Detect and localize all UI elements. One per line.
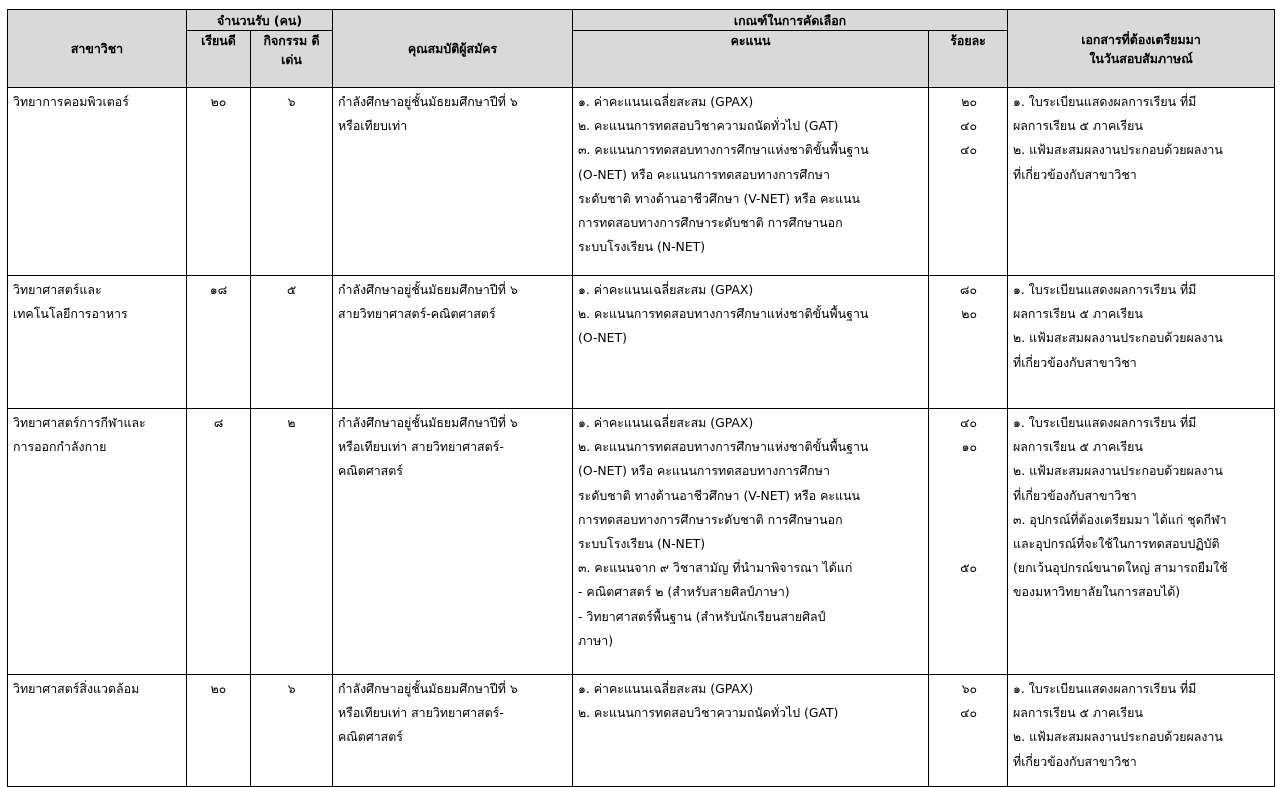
qualification-cell-line: หรือเทียบเท่า สายวิทยาศาสตร์- [338,439,504,455]
major-cell-line: วิทยาศาสตร์และ [13,282,102,297]
score-criteria-cell-line: ระบบโรงเรียน (N-NET) [578,536,706,552]
admission-criteria-table [7,9,1275,787]
score-criteria-cell-line: ๑. ค่าคะแนนเฉลี่ยสะสม (GPAX) [578,282,754,297]
qualification-cell-line: กำลังศึกษาอยู่ชั้นมัธยมศึกษาปีที่ ๖ [338,681,518,696]
score-criteria-cell-line: (O-NET) [578,330,627,346]
good-grades-cell: ๘ [187,409,251,675]
activity-cell: ๒ [251,409,333,675]
documents-cell-line: ที่เกี่ยวข้องกับสาขาวิชา [1013,354,1137,370]
score-criteria-cell-line: ๑. ค่าคะแนนเฉลี่ยสะสม (GPAX) [578,415,754,430]
score-criteria-cell-line: ๒. คะแนนการทดสอบทางการศึกษาแห่งชาติขั้นพื้นฐาน [578,306,869,322]
documents-cell [1008,276,1275,409]
major-cell [8,409,187,675]
percent-cell-line: ๔๐ [960,118,978,134]
percent-cell [929,675,1008,787]
major-cell-line: เทคโนโลยีการอาหาร [13,306,128,322]
activity-cell: ๖ [251,88,333,276]
table-header [8,10,1275,88]
percent-cell-line [934,163,977,187]
documents-cell-line: ๑. ใบระเบียนแสดงผลการเรียน ที่มี [1013,415,1197,430]
documents-cell-line: ๑. ใบระเบียนแสดงผลการเรียน ที่มี [1013,94,1197,109]
score-criteria-cell [573,675,929,787]
header-documents-line1: เอกสารที่ต้องเตรียมมา [1081,31,1201,47]
score-criteria-cell-line: การทดสอบทางการศึกษาระดับชาติ การศึกษานอก [578,215,843,231]
percent-cell-line [934,508,977,532]
score-criteria-cell-line: ๓. คะแนนการทดสอบทางการศึกษาแห่งชาติขั้นพื้นฐาน [578,142,869,158]
header-score: คะแนน [573,31,929,88]
score-criteria-cell-line: ระบบโรงเรียน (N-NET) [578,239,706,255]
percent-cell [929,409,1008,675]
documents-cell-line: ผลการเรียน ๕ ภาคเรียน [1013,118,1143,134]
documents-cell-line: ของมหาวิทยาลัยในการสอบได้) [1013,584,1181,600]
percent-cell-line [934,235,977,259]
table-row [8,276,1275,409]
header-documents [1008,10,1275,88]
header-good-grades: เรียนดี [187,31,251,88]
good-grades-cell: ๑๘ [187,276,251,409]
percent-cell-line [934,459,977,483]
percent-cell-line [934,187,977,211]
percent-cell-line: ๔๐ [960,705,978,721]
documents-cell-line: ๓. อุปกรณ์ที่ต้องเตรียมมา ได้แก่ ชุดกีฬา [1013,511,1227,527]
score-criteria-cell-line: ๒. คะแนนการทดสอบวิชาความถนัดทั่วไป (GAT) [578,118,839,134]
qualification-cell-line: คณิตศาสตร์ [338,729,403,745]
activity-cell: ๕ [251,276,333,409]
documents-cell-line: ๒. แฟ้มสะสมผลงานประกอบด้วยผลงาน [1013,729,1223,745]
documents-cell-line: ที่เกี่ยวข้องกับสาขาวิชา [1013,487,1137,503]
table-row [8,675,1275,787]
good-grades-cell: ๒๐ [187,675,251,787]
percent-cell-line [934,532,977,556]
documents-cell-line: ๑. ใบระเบียนแสดงผลการเรียน ที่มี [1013,282,1197,297]
score-criteria-cell-line: - คณิตศาสตร์ ๒ (สำหรับสายศิลป์ภาษา) [578,584,790,600]
percent-cell-line: ๒๐ [961,306,978,322]
header-qualifications: คุณสมบัติผู้สมัคร [333,10,573,88]
major-cell [8,88,187,276]
percent-cell-line: ๔๐ [960,142,978,158]
qualification-cell-line: คณิตศาสตร์ [338,463,403,479]
documents-cell [1008,88,1275,276]
table-row [8,88,1275,276]
score-criteria-cell-line: ๒. คะแนนการทดสอบวิชาความถนัดทั่วไป (GAT) [578,705,839,721]
score-criteria-cell-line: ๑. ค่าคะแนนเฉลี่ยสะสม (GPAX) [578,94,754,109]
documents-cell-line: ที่เกี่ยวข้องกับสาขาวิชา [1013,753,1137,769]
documents-cell-line: และอุปกรณ์ที่จะใช้ในการทดสอบปฏิบัติ [1013,536,1220,552]
qualification-cell-line: กำลังศึกษาอยู่ชั้นมัธยมศึกษาปีที่ ๖ [338,415,518,430]
qualification-cell-line: หรือเทียบเท่า สายวิทยาศาสตร์- [338,705,504,721]
major-cell-line: วิทยาการคอมพิวเตอร์ [13,94,129,109]
percent-cell-line [934,211,977,235]
score-criteria-cell [573,409,929,675]
score-criteria-cell-line: ๓. คะแนนจาก ๙ วิชาสามัญ ที่นำมาพิจารณา ได้แก่ [578,560,853,576]
qualification-cell-line: หรือเทียบเท่า [338,118,408,134]
score-criteria-cell-line: - วิทยาศาสตร์พื้นฐาน (สำหรับนักเรียนสายศิลป์ [578,608,826,624]
percent-cell-line: ๖๐ [961,681,978,696]
score-criteria-cell-line: ระดับชาติ ทางด้านอาชีวศึกษา (V-NET) หรือ คะแนน [578,487,861,503]
score-criteria-cell [573,276,929,409]
documents-cell [1008,675,1275,787]
documents-cell-line: ๑. ใบระเบียนแสดงผลการเรียน ที่มี [1013,681,1197,696]
percent-cell-line [934,605,977,629]
percent-cell-line: ๔๐ [960,415,978,430]
percent-cell-line [934,326,977,350]
score-criteria-cell-line: ระดับชาติ ทางด้านอาชีวศึกษา (V-NET) หรือ คะแนน [578,190,861,206]
header-criteria: เกณฑ์ในการคัดเลือก [573,10,1008,31]
percent-cell-line: ๘๐ [959,282,978,297]
score-criteria-cell-line: (O-NET) หรือ คะแนนการทดสอบทางการศึกษา [578,463,830,479]
header-major: สาขาวิชา [8,10,187,88]
score-criteria-cell-line: การทดสอบทางการศึกษาระดับชาติ การศึกษานอก [578,511,843,527]
percent-cell-line: ๕๐ [960,560,978,576]
header-admission: จำนวนรับ (คน) [187,10,333,31]
documents-cell-line: ๒. แฟ้มสะสมผลงานประกอบด้วยผลงาน [1013,142,1223,158]
documents-cell-line: ๒. แฟ้มสะสมผลงานประกอบด้วยผลงาน [1013,330,1223,346]
percent-cell [929,276,1008,409]
good-grades-cell: ๒๐ [187,88,251,276]
header-documents-line2: ในวันสอบสัมภาษณ์ [1089,50,1193,66]
documents-cell-line: ๒. แฟ้มสะสมผลงานประกอบด้วยผลงาน [1013,463,1223,479]
major-cell [8,276,187,409]
score-criteria-cell-line: (O-NET) หรือ คะแนนการทดสอบทางการศึกษา [578,166,830,182]
table-row [8,409,1275,675]
qualification-cell [333,88,573,276]
qualification-cell-line: กำลังศึกษาอยู่ชั้นมัธยมศึกษาปีที่ ๖ [338,282,518,297]
major-cell-line: วิทยาศาสตร์สิ่งแวดล้อม [13,681,140,696]
percent-cell-line: ๑๐ [961,439,978,455]
documents-cell-line: (ยกเว้นอุปกรณ์ขนาดใหญ่ สามารถยืมใช้ [1013,560,1228,576]
major-cell-line: วิทยาศาสตร์การกีฬาและ [13,415,146,430]
activity-cell: ๖ [251,675,333,787]
documents-cell-line: ที่เกี่ยวข้องกับสาขาวิชา [1013,166,1137,182]
percent-cell-line [934,580,977,604]
major-cell [8,675,187,787]
documents-cell [1008,409,1275,675]
score-criteria-cell-line: ๑. ค่าคะแนนเฉลี่ยสะสม (GPAX) [578,681,754,696]
qualification-cell [333,276,573,409]
table-body [8,88,1275,787]
major-cell-line: การออกกำลังกาย [13,439,107,455]
score-criteria-cell-line: ภาษา) [578,632,614,648]
qualification-cell [333,409,573,675]
score-criteria-cell [573,88,929,276]
qualification-cell-line: กำลังศึกษาอยู่ชั้นมัธยมศึกษาปีที่ ๖ [338,94,518,109]
percent-cell-line [934,484,977,508]
documents-cell-line: ผลการเรียน ๕ ภาคเรียน [1013,705,1143,721]
header-activity: กิจกรรม ดีเด่น [251,31,333,88]
qualification-cell [333,675,573,787]
percent-cell [929,88,1008,276]
qualification-cell-line: สายวิทยาศาสตร์-คณิตศาสตร์ [338,306,496,322]
documents-cell-line: ผลการเรียน ๕ ภาคเรียน [1013,439,1143,455]
percent-cell-line: ๒๐ [961,94,978,109]
documents-cell-line: ผลการเรียน ๕ ภาคเรียน [1013,306,1143,322]
header-percent: ร้อยละ [929,31,1008,88]
score-criteria-cell-line: ๒. คะแนนการทดสอบทางการศึกษาแห่งชาติขั้นพื้นฐาน [578,439,869,455]
percent-cell-line [934,629,977,653]
